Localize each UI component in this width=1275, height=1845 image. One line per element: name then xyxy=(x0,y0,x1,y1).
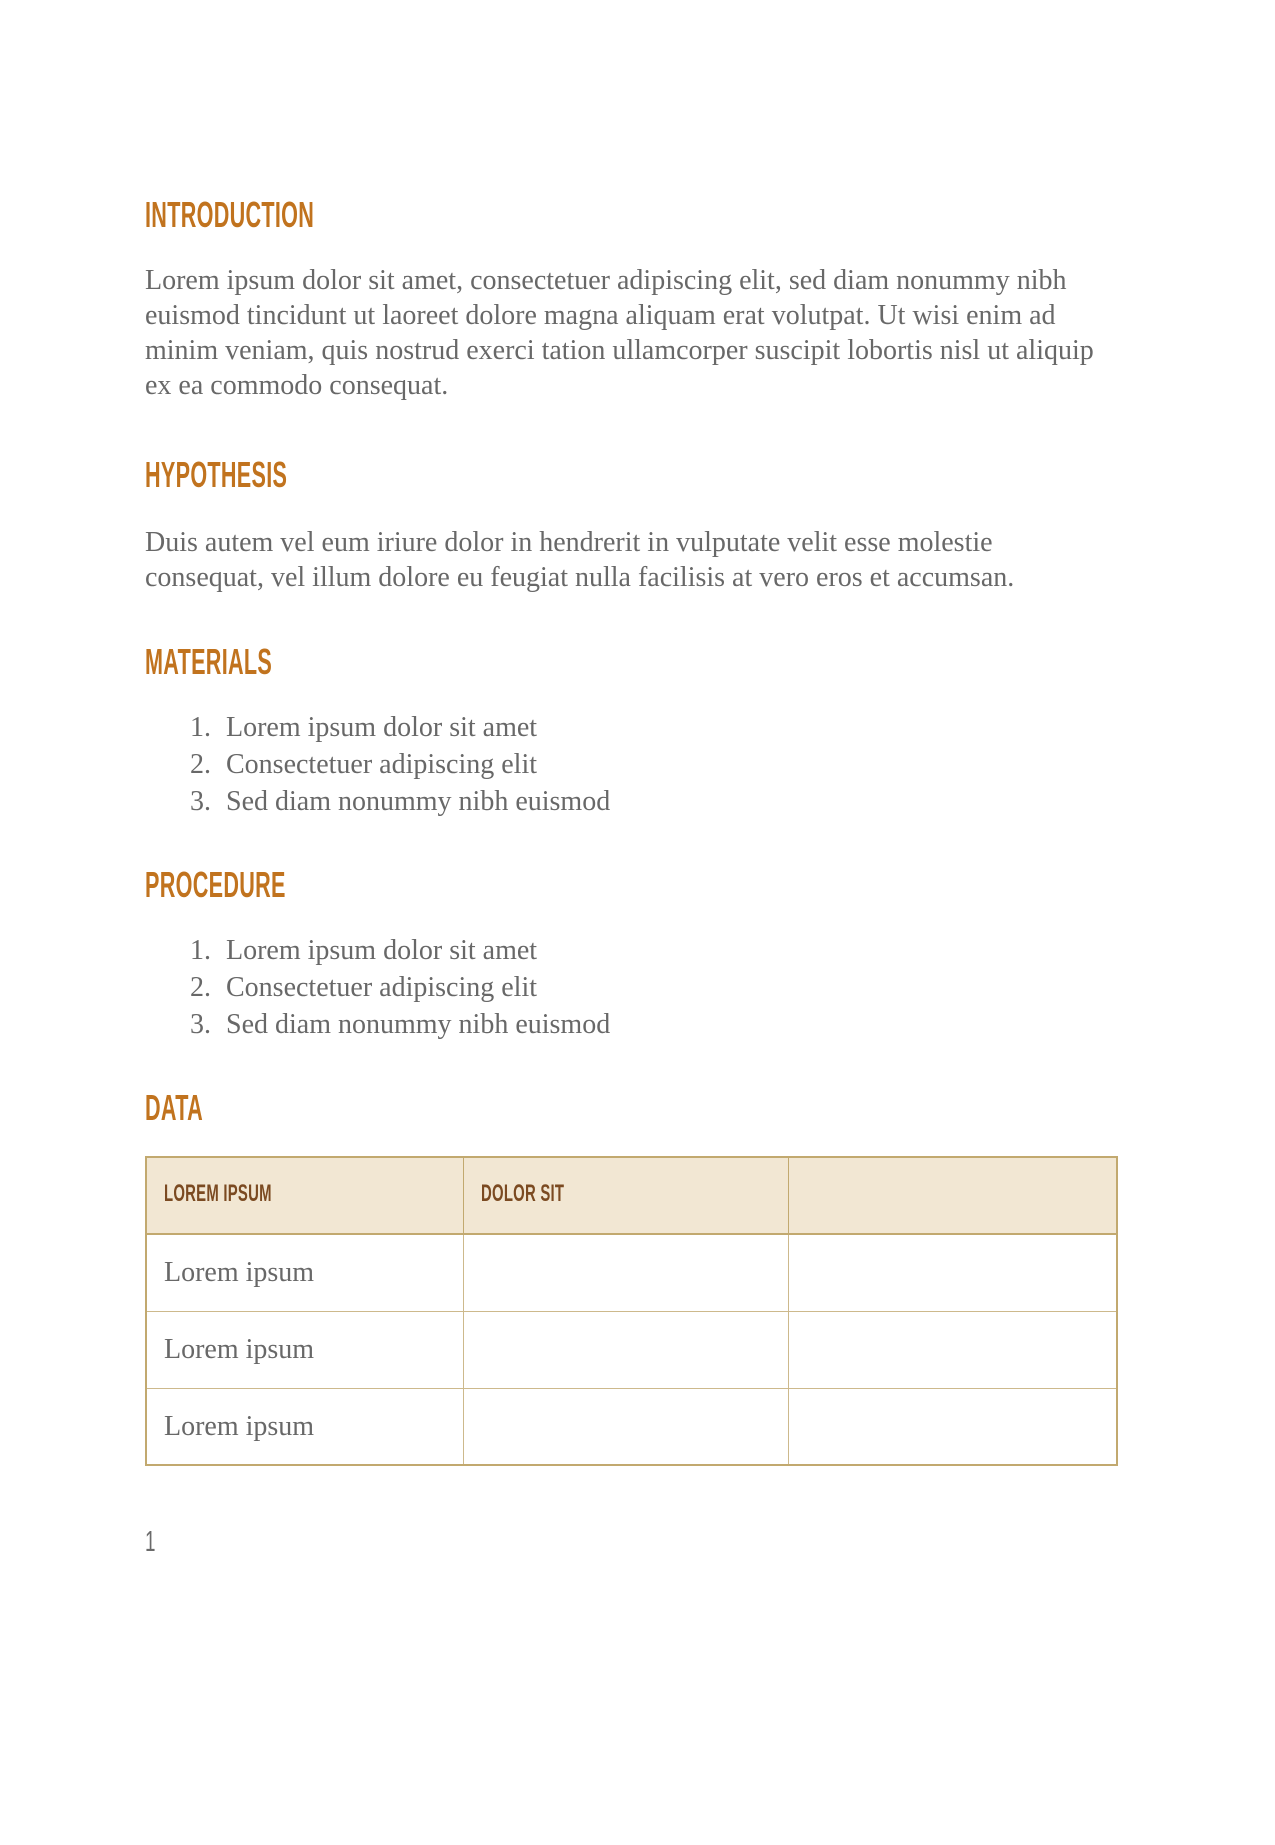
materials-list-item: Consectetuer adipiscing elit xyxy=(226,749,538,780)
materials-list-item: Sed diam nonummy nibh euismod xyxy=(226,786,611,817)
table-row xyxy=(146,1311,1117,1388)
introduction-paragraph: Lorem ipsum dolor sit amet, consectetuer adipiscing elit, sed diam nonummy nibh euismod tincidunt ut laoreet dolore magna aliquam erat volutpat. Ut wisi enim ad minim veniam, quis nostrud exerci tation ullamcorper suscipit lobortis nisl ut aliquip ex ea commodo consequat. xyxy=(145,265,1094,401)
hypothesis-heading xyxy=(145,455,1116,495)
materials-list-item: Lorem ipsum dolor sit amet xyxy=(226,712,538,743)
page-number xyxy=(145,1525,1116,1559)
table-cell xyxy=(788,1234,1117,1311)
procedure-heading xyxy=(145,865,1116,905)
table-cell xyxy=(788,1388,1117,1465)
procedure-list-item: Lorem ipsum dolor sit amet xyxy=(226,935,538,966)
procedure-list xyxy=(145,932,1116,1043)
table-row xyxy=(146,1234,1117,1311)
data-table-header-cell xyxy=(788,1157,1117,1234)
introduction-heading-text: INTRODUCTION xyxy=(145,194,315,235)
table-cell xyxy=(788,1311,1117,1388)
data-table-header-text: DOLOR SIT xyxy=(480,1180,564,1207)
hypothesis-paragraph: Duis autem vel eum iriure dolor in hendrerit in vulputate velit esse molestie consequat, vel illum dolore eu feugiat nulla facilisis at vero eros et accumsan. xyxy=(145,527,1015,593)
table-row xyxy=(146,1388,1117,1465)
materials-heading xyxy=(145,642,1116,682)
table-cell xyxy=(463,1388,788,1465)
document-page xyxy=(0,195,1275,1845)
data-table-header-cell xyxy=(146,1157,463,1234)
table-cell: Lorem ipsum xyxy=(146,1234,463,1311)
data-table-header-row xyxy=(146,1157,1117,1234)
data-table-header-cell xyxy=(463,1157,788,1234)
materials-heading-text: MATERIALS xyxy=(145,641,273,682)
hypothesis-heading-text: HYPOTHESIS xyxy=(145,454,288,495)
page-number-text: 1 xyxy=(145,1526,156,1558)
data-table xyxy=(145,1156,1118,1466)
data-heading xyxy=(145,1088,1116,1128)
table-cell: Lorem ipsum xyxy=(146,1388,463,1465)
table-cell xyxy=(463,1234,788,1311)
data-heading-text: DATA xyxy=(145,1087,203,1128)
data-table-header-text: LOREM IPSUM xyxy=(164,1180,272,1207)
table-cell xyxy=(463,1311,788,1388)
procedure-list-item: Sed diam nonummy nibh euismod xyxy=(226,1009,611,1040)
table-cell: Lorem ipsum xyxy=(146,1311,463,1388)
materials-list xyxy=(145,709,1116,820)
procedure-heading-text: PROCEDURE xyxy=(145,864,286,905)
introduction-heading xyxy=(145,195,1116,235)
procedure-list-item: Consectetuer adipiscing elit xyxy=(226,972,538,1003)
